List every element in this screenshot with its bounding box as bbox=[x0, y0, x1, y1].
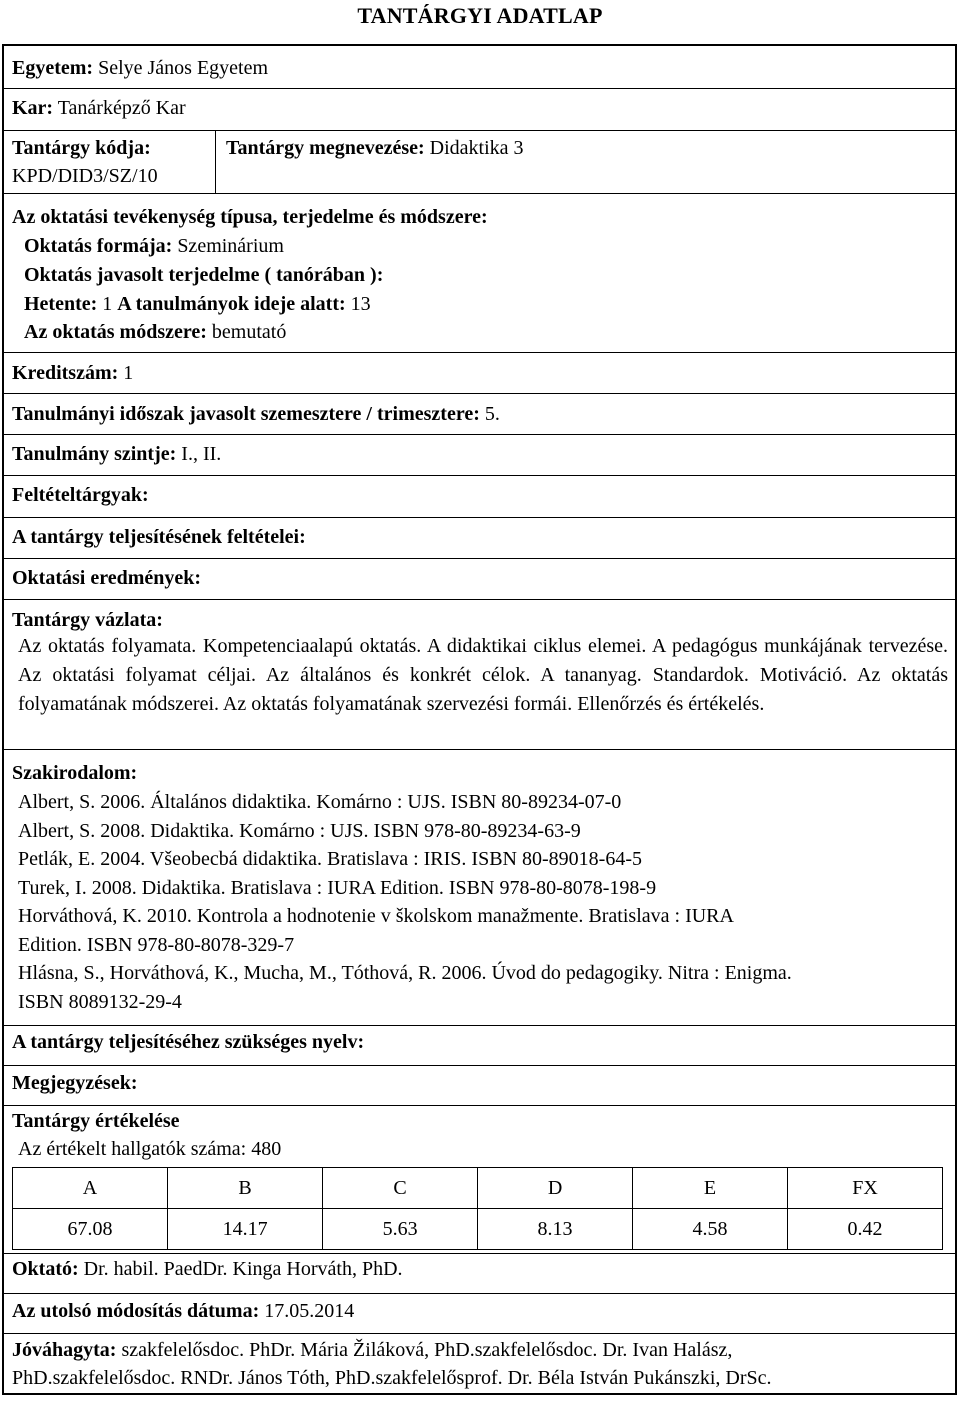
literature-item: Albert, S. 2008. Didaktika. Komárno : UJS. ISBN 978-80-89234-63-9 bbox=[18, 820, 581, 842]
notes-row bbox=[4, 1066, 955, 1106]
method-value: bemutató bbox=[206, 321, 287, 343]
course-name-value: Didaktika 3 bbox=[424, 137, 524, 159]
approved-row bbox=[4, 1334, 955, 1393]
faculty-row bbox=[4, 89, 955, 131]
data-sheet bbox=[2, 44, 957, 1395]
evaluation-label: Tantárgy értékelése bbox=[12, 1110, 180, 1132]
period-row bbox=[4, 394, 955, 435]
grade-label: D bbox=[478, 1168, 633, 1209]
grades-value-row bbox=[13, 1209, 943, 1250]
level-row bbox=[4, 435, 955, 476]
level-value: I., II. bbox=[176, 443, 222, 465]
language-label: A tantárgy teljesítéséhez szükséges nyelv: bbox=[12, 1031, 365, 1053]
outline-text: Az oktatás folyamata. Kompetenciaalapú oktatás. A didaktikai ciklus elemei. A pedagógus munkájának tervezése. Az oktatási folyamat céljai. Az általános és konkrét célok. A tananyag. Standardok. Motiváció. Az oktatás folyamatának módszerei. Az oktatás folyamatának szervezési formái. Ellenőrzés és értékelés. bbox=[18, 635, 948, 715]
language-row bbox=[4, 1026, 955, 1066]
grade-value: 14.17 bbox=[168, 1209, 323, 1250]
level-label: Tanulmány szintje: bbox=[12, 443, 177, 465]
outcomes-label: Oktatási eredmények: bbox=[12, 567, 202, 589]
grade-value: 67.08 bbox=[13, 1209, 168, 1250]
literature-item: Horváthová, K. 2010. Kontrola a hodnotenie v školskom manažmente. Bratislava : IURA bbox=[18, 905, 734, 927]
activity-row bbox=[4, 194, 955, 353]
notes-label: Megjegyzések: bbox=[12, 1072, 138, 1094]
literature-item: Hlásna, S., Horváthová, K., Mucha, M., Tóthová, R. 2006. Úvod do pedagogiky. Nitra : Enigma. bbox=[18, 962, 792, 984]
credits-label: Kreditszám: bbox=[12, 362, 119, 384]
course-row bbox=[4, 131, 955, 194]
conditions-row bbox=[4, 518, 955, 559]
modified-label: Az utolsó módosítás dátuma: bbox=[12, 1300, 260, 1322]
conditions-label: A tantárgy teljesítésének feltételei: bbox=[12, 526, 306, 548]
approved-line1: szakfelelősdoc. PhDr. Mária Žiláková, PhD.szakfelelősdoc. Dr. Ivan Halász, bbox=[116, 1339, 733, 1361]
university-label: Egyetem: bbox=[12, 57, 94, 79]
university-value: Selye János Egyetem bbox=[93, 57, 269, 79]
semester-value: 13 bbox=[345, 293, 371, 315]
university-row bbox=[4, 46, 955, 89]
course-name-label: Tantárgy megnevezése: bbox=[226, 137, 425, 159]
grade-value: 0.42 bbox=[788, 1209, 943, 1250]
faculty-value: Tanárképző Kar bbox=[53, 97, 186, 119]
period-label: Tanulmányi időszak javasolt szemesztere / trimesztere: bbox=[12, 403, 480, 425]
prerequisites-label: Feltételtárgyak: bbox=[12, 484, 149, 506]
grade-value: 4.58 bbox=[633, 1209, 788, 1250]
evaluated-students: Az értékelt hallgatók száma: 480 bbox=[18, 1138, 282, 1160]
grades-table bbox=[12, 1167, 943, 1250]
grade-label: B bbox=[168, 1168, 323, 1209]
course-code-value: KPD/DID3/SZ/10 bbox=[12, 165, 158, 187]
form-value: Szeminárium bbox=[172, 235, 284, 257]
literature-item: Turek, I. 2008. Didaktika. Bratislava : IURA Edition. ISBN 978-80-8078-198-9 bbox=[18, 877, 657, 899]
page-title: TANTÁRGYI ADATLAP bbox=[357, 3, 603, 28]
literature-item: Petlák, E. 2004. Všeobecbá didaktika. Bratislava : IRIS. ISBN 80-89018-64-5 bbox=[18, 848, 642, 870]
literature-item: Edition. ISBN 978-80-8078-329-7 bbox=[18, 934, 295, 956]
outcomes-row bbox=[4, 559, 955, 600]
grade-value: 5.63 bbox=[323, 1209, 478, 1250]
extent-label: Oktatás javasolt terjedelme ( tanórában ): bbox=[24, 264, 384, 286]
modified-row bbox=[4, 1294, 955, 1334]
semester-label: A tanulmányok ideje alatt: bbox=[117, 293, 346, 315]
literature-label: Szakirodalom: bbox=[12, 762, 138, 784]
grades-header-row bbox=[13, 1168, 943, 1209]
activity-heading: Az oktatási tevékenység típusa, terjedelme és módszere: bbox=[12, 206, 488, 228]
teacher-value: Dr. habil. PaedDr. Kinga Horváth, PhD. bbox=[78, 1258, 403, 1280]
credits-value: 1 bbox=[118, 362, 134, 384]
evaluation-row bbox=[4, 1106, 955, 1254]
modified-value: 17.05.2014 bbox=[259, 1300, 355, 1322]
grade-label: C bbox=[323, 1168, 478, 1209]
course-code-cell bbox=[4, 131, 216, 193]
grade-label: A bbox=[13, 1168, 168, 1209]
period-value: 5. bbox=[479, 403, 500, 425]
teacher-row bbox=[4, 1254, 955, 1294]
approved-label: Jóváhagyta: bbox=[12, 1339, 117, 1361]
approved-line2: PhD.szakfelelősdoc. RNDr. János Tóth, PhD.szakfelelősprof. Dr. Béla István Pukánszki, DrSc. bbox=[12, 1367, 772, 1389]
weekly-label: Hetente: bbox=[24, 293, 98, 315]
grade-label: FX bbox=[788, 1168, 943, 1209]
credits-row bbox=[4, 353, 955, 394]
form-label: Oktatás formája: bbox=[24, 235, 173, 257]
grade-label: E bbox=[633, 1168, 788, 1209]
faculty-label: Kar: bbox=[12, 97, 54, 119]
teacher-label: Oktató: bbox=[12, 1258, 79, 1280]
outline-row bbox=[4, 600, 955, 750]
grade-value: 8.13 bbox=[478, 1209, 633, 1250]
literature-item: ISBN 8089132-29-4 bbox=[18, 991, 182, 1013]
method-label: Az oktatás módszere: bbox=[24, 321, 207, 343]
literature-row bbox=[4, 750, 955, 1026]
outline-label: Tantárgy vázlata: bbox=[12, 609, 163, 631]
course-code-label: Tantárgy kódja: bbox=[12, 137, 151, 159]
weekly-value: 1 bbox=[97, 293, 118, 315]
literature-item: Albert, S. 2006. Általános didaktika. Komárno : UJS. ISBN 80-89234-07-0 bbox=[18, 791, 622, 813]
prerequisites-row bbox=[4, 476, 955, 518]
